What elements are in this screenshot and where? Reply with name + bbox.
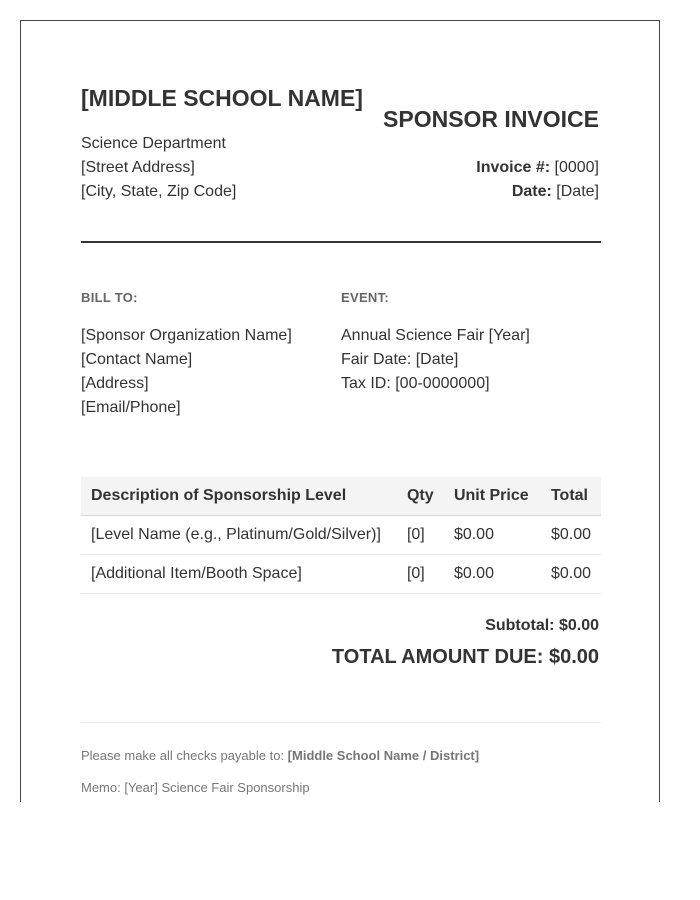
- bill-to-label: BILL TO:: [81, 290, 138, 305]
- invoice-title: SPONSOR INVOICE: [383, 106, 599, 132]
- cell-description: [Level Name (e.g., Platinum/Gold/Silver)]: [81, 516, 397, 555]
- cell-description: [Additional Item/Booth Space]: [81, 555, 397, 594]
- table-row: [81, 555, 601, 594]
- table-header-row: [81, 477, 601, 516]
- column-header-description: Description of Sponsorship Level: [81, 477, 397, 516]
- invoice-number: [476, 159, 599, 177]
- address-line-street: [Street Address]: [81, 159, 195, 176]
- bill-to-line: [Contact Name]: [81, 351, 193, 368]
- column-header-total: Total: [541, 477, 601, 516]
- invoice-date-value: [Date]: [551, 183, 599, 200]
- event-line: Tax ID: [00-0000000]: [341, 375, 490, 392]
- payable-name: [Middle School Name / District]: [287, 748, 480, 763]
- invoice-page: [20, 20, 660, 802]
- cell-total: $0.00: [541, 555, 601, 594]
- school-name: [MIDDLE SCHOOL NAME]: [81, 85, 363, 111]
- table-row: [81, 516, 601, 555]
- cell-unit-price: $0.00: [444, 555, 541, 594]
- header-divider: [81, 241, 601, 243]
- event-line: Fair Date: [Date]: [341, 351, 459, 368]
- column-header-qty: Qty: [397, 477, 444, 516]
- invoice-date-label: Date:: [511, 183, 552, 200]
- footer-divider: [81, 722, 601, 723]
- address-line-city: [City, State, Zip Code]: [81, 183, 237, 200]
- invoice-number-value: [0000]: [550, 159, 599, 176]
- payable-prefix: Please make all checks payable to:: [81, 748, 288, 763]
- memo-note: Memo: [Year] Science Fair Sponsorship: [81, 780, 310, 795]
- subtotal: Subtotal: $0.00: [485, 617, 599, 634]
- address-line-department: Science Department: [81, 135, 226, 152]
- invoice-date: [512, 183, 599, 201]
- cell-unit-price: $0.00: [444, 516, 541, 555]
- invoice-number-label: Invoice #:: [476, 159, 551, 176]
- column-header-unit-price: Unit Price: [444, 477, 541, 516]
- bill-to-line: [Address]: [81, 375, 149, 392]
- payable-note: [81, 748, 479, 763]
- cell-total: $0.00: [541, 516, 601, 555]
- total-amount-due: TOTAL AMOUNT DUE: $0.00: [331, 646, 599, 668]
- line-items-table: [81, 477, 601, 594]
- event-label: EVENT:: [341, 290, 390, 305]
- bill-to-line: [Email/Phone]: [81, 399, 181, 416]
- cell-qty: [0]: [397, 516, 444, 555]
- bill-to-line: [Sponsor Organization Name]: [81, 327, 292, 344]
- event-line: Annual Science Fair [Year]: [341, 327, 530, 344]
- cell-qty: [0]: [397, 555, 444, 594]
